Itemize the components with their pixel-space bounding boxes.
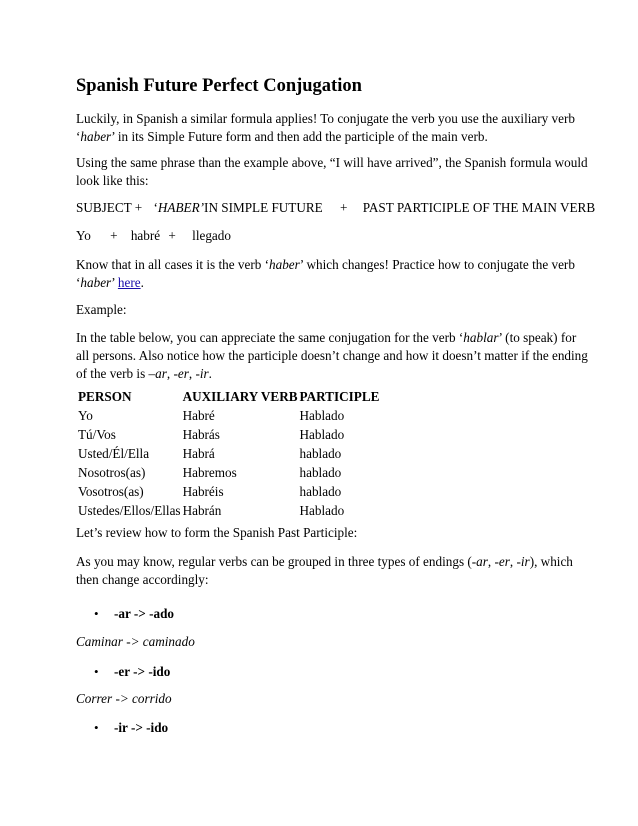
- bullet-icon: •: [94, 720, 99, 735]
- table-row: [77, 463, 391, 482]
- bullet-text: -ar -> -ado: [114, 606, 175, 621]
- ending-ir: ir: [199, 366, 209, 381]
- cell-person: Usted/Él/Ella: [78, 446, 150, 461]
- practice-text: Know that in all cases it is the verb ‘: [76, 257, 270, 272]
- endings-line-2: then change accordingly:: [76, 572, 209, 587]
- cell-auxiliary: Habré: [182, 408, 215, 423]
- ending-ar: ar: [155, 366, 167, 381]
- table-intro-text-rest: ’ (to speak) for: [498, 330, 577, 345]
- cell-person: Vosotros(as): [78, 484, 144, 499]
- practice-here-link[interactable]: here: [117, 275, 141, 290]
- cell-participle: hablado: [299, 484, 342, 499]
- bullet-text: -er -> -ido: [114, 664, 171, 679]
- cell-participle: Hablado: [299, 427, 345, 442]
- practice-paragraph: [76, 256, 576, 292]
- quote-open: ‘: [76, 275, 81, 290]
- ending-er: er: [177, 366, 189, 381]
- cell-participle: hablado: [299, 446, 342, 461]
- example-correr: Correr -> corrido: [76, 691, 172, 706]
- separator: , -: [509, 554, 521, 569]
- cell-auxiliary: Habremos: [182, 465, 237, 480]
- conjugation-table: [77, 387, 391, 520]
- formula-plus: +: [340, 200, 348, 215]
- cell-person: Nosotros(as): [78, 465, 146, 480]
- cell-person: Tú/Vos: [78, 427, 116, 442]
- table-row: [77, 406, 391, 425]
- table-intro-line-1: [76, 329, 576, 347]
- phrase-line-1: Using the same phrase than the example above, “I will have arrived”, the Spanish formula would: [76, 155, 588, 170]
- intro-line-1: Luckily, in Spanish a similar formula applies! To conjugate the verb you use the auxiliary verb: [76, 111, 575, 126]
- ending-text: of the verb is –: [76, 366, 156, 381]
- hablar-term: hablar: [463, 330, 499, 345]
- haber-term: haber: [80, 129, 112, 144]
- formula-tense: IN SIMPLE FUTURE: [204, 200, 323, 215]
- example-plus-1: +: [110, 228, 118, 243]
- cell-auxiliary: Habréis: [182, 484, 224, 499]
- bullet-icon: •: [94, 664, 99, 679]
- cell-auxiliary: Habrán: [182, 503, 222, 518]
- table-intro-paragraph: [76, 329, 588, 383]
- period: .: [208, 366, 212, 381]
- table-intro-line-3: [76, 365, 576, 383]
- formula-example-line: [76, 227, 576, 245]
- endings-paragraph: [76, 553, 576, 589]
- example-label: Example:: [76, 302, 127, 317]
- practice-text-rest: ’ which changes! Practice how to conjugate the verb: [299, 257, 575, 272]
- bullet-text: -ir -> -ido: [114, 720, 169, 735]
- haber-term: haber: [269, 257, 300, 272]
- example-yo: Yo: [76, 228, 91, 243]
- intro-line-2-rest: ’ in its Simple Future form and then add the participle of the main verb.: [111, 129, 488, 144]
- header-auxiliary-verb: AUXILIARY VERB: [182, 389, 298, 404]
- cell-participle: hablado: [299, 465, 342, 480]
- cell-participle: Hablado: [299, 408, 345, 423]
- practice-line-1: [76, 256, 576, 274]
- cell-auxiliary: Habrás: [182, 427, 220, 442]
- separator: , -: [188, 366, 200, 381]
- endings-line-1: [76, 553, 576, 571]
- table-row: [77, 501, 391, 520]
- formula-participle: PAST PARTICIPLE OF THE MAIN VERB: [362, 200, 596, 215]
- header-person: PERSON: [78, 389, 132, 404]
- table-row: [77, 425, 391, 444]
- example-habre: habré: [130, 228, 161, 243]
- example-caminar: Caminar -> caminado: [76, 634, 195, 649]
- haber-term: HABER’: [157, 200, 205, 215]
- quote-open: ‘: [76, 129, 81, 144]
- header-participle: PARTICIPLE: [299, 389, 380, 404]
- cell-person: Ustedes/Ellos/Ellas: [78, 503, 181, 518]
- practice-line-2: [76, 274, 576, 292]
- formula-line: [76, 199, 596, 217]
- intro-line-2: [76, 128, 576, 146]
- ending-er: er: [498, 554, 510, 569]
- separator: , -: [166, 366, 178, 381]
- table-intro-line-2: all persons. Also notice how the participle doesn’t change and how it doesn’t matter if the ending: [76, 348, 588, 363]
- participle-review-heading: Let’s review how to form the Spanish Past Participle:: [76, 525, 358, 540]
- separator: , -: [487, 554, 499, 569]
- ending-ir: ir: [520, 554, 530, 569]
- table-row: [77, 482, 391, 501]
- phrase-paragraph: [76, 154, 588, 190]
- table-header-row: [77, 387, 391, 406]
- endings-text: As you may know, regular verbs can be grouped in three types of endings (-: [76, 554, 477, 569]
- bullet-icon: •: [94, 606, 99, 621]
- quote-close: ’: [111, 275, 118, 290]
- haber-term: haber: [80, 275, 112, 290]
- example-llegado: llegado: [192, 228, 231, 243]
- cell-auxiliary: Habrá: [182, 446, 215, 461]
- intro-paragraph: [76, 110, 576, 146]
- phrase-line-2: look like this:: [76, 173, 149, 188]
- cell-participle: Hablado: [299, 503, 345, 518]
- cell-person: Yo: [78, 408, 93, 423]
- table-row: [77, 444, 391, 463]
- period: .: [140, 275, 144, 290]
- quote-open: ‘: [153, 200, 158, 215]
- table-intro-text: In the table below, you can appreciate the same conjugation for the verb ‘: [76, 330, 464, 345]
- page-title: Spanish Future Perfect Conjugation: [76, 76, 362, 96]
- example-plus-2: +: [168, 228, 176, 243]
- endings-text-rest: ), which: [529, 554, 573, 569]
- formula-haber: [154, 199, 323, 217]
- ending-ar: ar: [476, 554, 488, 569]
- formula-subject: SUBJECT +: [76, 200, 143, 215]
